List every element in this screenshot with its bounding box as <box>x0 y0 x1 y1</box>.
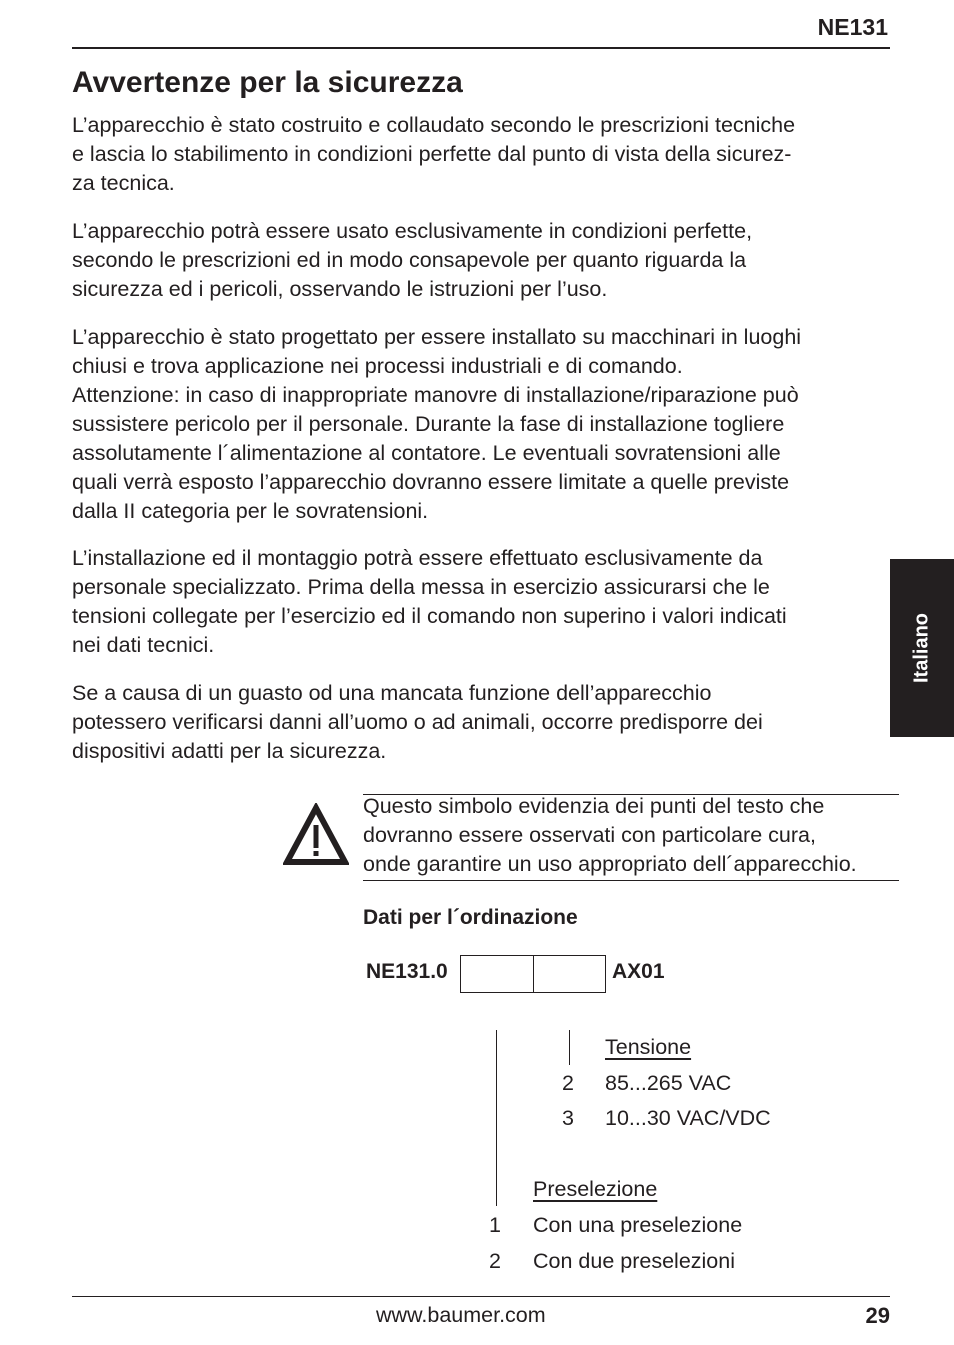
paragraph-1: L’apparecchio è stato costruito e collaudato secondo le prescrizioni tecniche e lascia lo stabilimento in condizioni perfette dal punto di vista della sicurez- za tecnica. <box>72 113 796 195</box>
footer-url[interactable]: www.baumer.com <box>376 1303 546 1327</box>
voltage-connector-line <box>569 1030 570 1065</box>
voltage-option-code: 3 <box>562 1106 574 1130</box>
paragraph-2: L’apparecchio potrà essere usato esclusivamente in condizioni perfette, secondo le prescrizioni ed in modo consapevole per quanto riguarda la sicurezza ed i pericoli, osservando le istruzioni per l’uso. <box>72 219 753 301</box>
paragraph-5: Se a causa di un guasto od una mancata funzione dell’apparecchio potessero verificarsi danni all’uomo o ad animali, occorre predisporre dei dispositivi adatti per la sicurezza. <box>72 681 763 763</box>
order-code-slot-voltage <box>533 955 606 993</box>
page-number: 29 <box>865 1303 890 1328</box>
voltage-option-label: 10...30 VAC/VDC <box>605 1106 771 1130</box>
order-code-prefix: NE131.0 <box>366 960 448 983</box>
paragraph-4: L’installazione ed il montaggio potrà essere effettuato esclusivamente da personale specializzato. Prima della messa in esercizio assicurarsi che le tensioni collegate per l’esercizio ed il comando non superino i valori indicati nei dati tecnici. <box>72 546 787 657</box>
voltage-option-code: 2 <box>562 1071 574 1095</box>
warning-note-text: Questo simbolo evidenzia dei punti del testo che dovranno essere osservati con particolare cura, onde garantire un uso appropriato dell´apparecchio. <box>363 794 857 876</box>
language-tab-label: Italiano <box>910 612 933 684</box>
language-tab[interactable] <box>890 559 954 737</box>
preselection-group-title: Preselezione <box>533 1177 658 1201</box>
voltage-group-title: Tensione <box>605 1035 692 1059</box>
header-rule <box>72 47 890 49</box>
order-code-suffix: AX01 <box>612 960 665 983</box>
note-bottom-rule <box>363 880 899 881</box>
preselection-option-label: Con una preselezione <box>533 1213 743 1237</box>
document-code: NE131 <box>817 14 888 40</box>
preselection-option-code: 1 <box>489 1213 501 1237</box>
preselection-option-label: Con due preselezioni <box>533 1249 735 1273</box>
footer-rule <box>72 1296 890 1297</box>
ordering-heading: Dati per l´ordinazione <box>363 906 578 929</box>
voltage-option-label: 85...265 VAC <box>605 1071 732 1095</box>
order-code-slot-preselection <box>460 955 534 993</box>
preselection-connector-line <box>496 1030 497 1206</box>
paragraph-3: L’apparecchio è stato progettato per essere installato su macchinari in luoghi chiusi e trova applicazione nei processi industriali e di comando. Attenzione: in caso di inappropriate manovre di installazione/riparazione può sussistere pericolo per il personale. Durante la fase di installazione togliere assolutamente l´alimentazione al contatore. Le eventuali sovratensioni alle quali verrà esposto l’apparecchio dovranno essere limitate a quelle previste dalla II categoria per le sovratensioni. <box>72 325 802 523</box>
preselection-option-code: 2 <box>489 1249 501 1273</box>
page-title: Avvertenze per la sicurezza <box>72 66 463 99</box>
warning-triangle-icon <box>283 803 349 867</box>
